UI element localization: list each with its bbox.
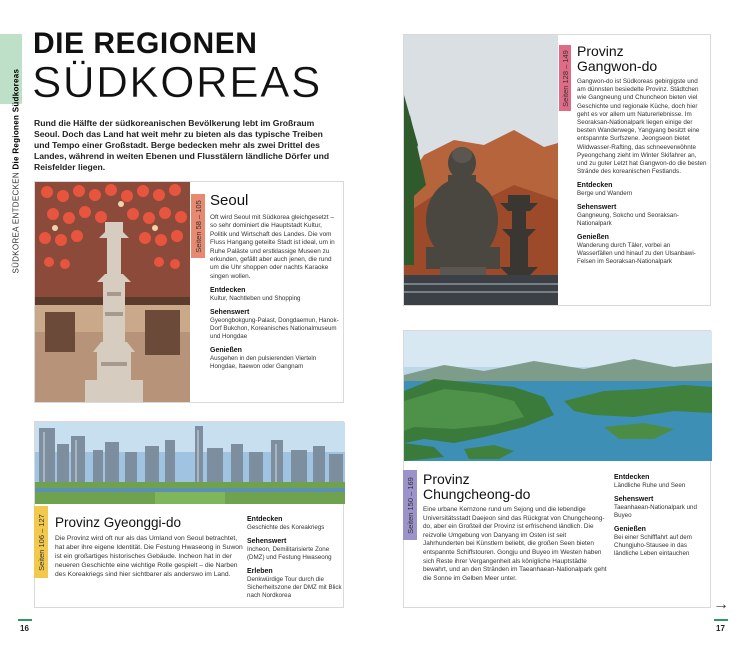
gyeonggi-text: Die Provinz wird oft nur als das Umland von Seoul betrachtet, hat aber ihre eigene Identität. Die Festung Hwaseong in Suwon ist ein großartiges historisches Gebäude. Incheon hat in der neueren Geschichte eine wichtige Rolle gespielt – die Narben des Koreakriegs sind hier sichtbarer als anderswo im Land. [55,535,243,578]
section-label-bold: Die Regionen Südkoreas [11,68,21,170]
chungcheong-entdecken-heading: Entdecken [614,474,650,481]
gangwon-entdecken-text: Berge und Wandern [577,190,633,198]
seoul-page-range: Seiten 58 – 105 [193,199,203,253]
gyeonggi-photo [35,422,345,504]
chungcheong-page-tab [403,470,417,540]
chungcheong-geniessen-text: Bei einer Schifffahrt auf dem Chungjuho-Stausee in das ländliche Leben eintauchen [614,534,692,557]
seoul-geniessen-text: Ausgehen in den pulsierenden Vierteln Hongdae, Itaewon oder Gangnam [210,355,317,371]
gangwon-page-range: Seiten 128 – 149 [560,49,570,107]
gangwon-geniessen-heading: Genießen [577,234,609,242]
gyeonggi-card [34,421,344,608]
seoul-sehenswert-text: Gyeongbokgung-Palast, Dongdaemun, Hanok-Dorf Bukchon, Koreanisches Nationalmuseum und Hongdae [210,317,339,341]
chungcheong-title-line2: Chungcheong-do [423,486,531,502]
seoul-photo [35,182,190,402]
gyeonggi-page-range: Seiten 106 – 127 [36,513,46,571]
seoul-entdecken-heading: Entdecken [210,287,246,295]
gangwon-entdecken-heading: Entdecken [577,182,613,190]
page-number-left-rule [18,619,32,621]
chungcheong-geniessen-heading: Genießen [614,526,646,533]
seoul-page-tab [191,194,205,258]
chungcheong-sehenswert-text: Taeanhaean-Nationalpark und Buyeo [614,504,697,519]
chungcheong-sehenswert-heading: Sehenswert [614,496,654,503]
gangwon-photo [404,35,558,305]
chungcheong-card [403,330,711,608]
gyeonggi-title: Provinz Gyeonggi-do [55,515,182,530]
seoul-sehenswert-heading: Sehenswert [210,309,250,317]
section-label [1,68,25,278]
gyeonggi-page-tab [34,506,48,578]
gangwon-page-tab [559,45,571,111]
gangwon-card [403,34,711,306]
gangwon-sehenswert-heading: Sehenswert [577,204,617,212]
seoul-title: Seoul [210,192,249,209]
chungcheong-photo [404,331,712,461]
section-label-text: SÜDKOREA ENTDECKEN [11,172,21,274]
gyeonggi-entdecken-heading: Entdecken [247,516,283,523]
gyeonggi-sehenswert-text: Incheon, Demilitarisierte Zone (DMZ) und Festung Hwaseong [247,546,332,561]
gyeonggi-sehenswert-heading: Sehenswert [247,538,287,545]
gyeonggi-entdecken-text: Geschichte des Koreakriegs [247,524,325,531]
chungcheong-title-line1: Provinz [423,471,470,487]
gyeonggi-erleben-text: Denkwürdige Tour durch die Sicherheitszone der DMZ mit Blick nach Nordkorea [247,576,342,599]
seoul-geniessen-heading: Genießen [210,347,242,355]
chungcheong-page-range: Seiten 150 – 169 [405,476,415,534]
gyeonggi-erleben-heading: Erleben [247,568,273,575]
next-page-arrow-icon[interactable]: → [713,596,729,613]
seoul-text: Oft wird Seoul mit Südkorea gleichgesetzt – so sehr dominiert die Hauptstadt Kultur, Politik und Wirtschaft des Landes. Die vom Fluss Hangang geteilte Stadt ist ideal, um in Ruhe Paläste und erstklassige Museen zu erkunden, gefällt aber auch jenen, die rund um die Uhr shoppen oder nachts Karaoke singen wollen. [210,214,335,280]
seoul-card [34,181,344,403]
page-number-right-rule [714,619,728,621]
gangwon-sehenswert-text: Gangneung, Sokcho und Seoraksan-Nationalpark [577,212,679,228]
gangwon-text: Gangwon-do ist Südkoreas gebirgigste und am dünnsten besiedelte Provinz. Städtchen wie Gangneung und Chuncheon bieten viel Geschichte und regionale Küche, doch hier geht es vor allem um Naturerlebnisse. Im Seoraksan-Nationalpark liegen einige der besten Wanderwege, Yangyang besitzt eine entspannte Surfszene. Jeongseon bietet Wildwasser-Rafting, das schneeverwöhnte Pyeongchang zieht im Winter Skifahrer an, und zu guter Letzt hat Gangwon-do die besten Strände des koreanischen Festlands. [577,78,707,176]
page-title-line2: SÜDKOREAS [32,58,322,107]
gangwon-title-line2: Gangwon-do [577,58,658,74]
gangwon-geniessen-text: Wanderung durch Täler, vorbei an Wasserfällen und hinauf zu den Ulsanbawi-Felsen im Seoraksan-Nationalpark [577,242,696,266]
chungcheong-entdecken-text: Ländliche Ruhe und Seen [614,482,686,489]
gangwon-title-line1: Provinz [577,43,624,59]
intro-text: Rund die Hälfte der südkoreanischen Bevölkerung lebt im Großraum Seoul. Doch das Land hat weit mehr zu bieten als das typische Treiben und Tempo einer Großstadt. Berge bedecken mehr als zwei Drittel des Landes, während in weiten Ebenen und Flusstälern ländliche Dörfer und Reisfelder liegen. [34,118,330,172]
page-title-line1: DIE REGIONEN [33,27,258,60]
page-number-right: 17 [716,624,725,633]
seoul-entdecken-text: Kultur, Nachtleben und Shopping [210,295,301,303]
page-number-left: 16 [20,624,29,633]
chungcheong-text: Eine urbane Kernzone rund um Sejong und die lebendige Universitätsstadt Daejeon sind das Rückgrat von Chungcheong-do, aber ein Großteil der Provinz ist erfrischend ländlich. Die reizvolle Umgebung von Danyang im Osten ist seit Jahrhunderten bei Künstlern beliebt, die großen Seen bieten entspannte Schiffstouren. Gongju und Buyeo im Westen haben sich Reste ihrer Vergangenheit als königliche Hauptstädte bewahrt, und an den Stränden im Taeanhaean-Nationalpark geht die Sonne im Gelben Meer unter. [423,506,607,582]
